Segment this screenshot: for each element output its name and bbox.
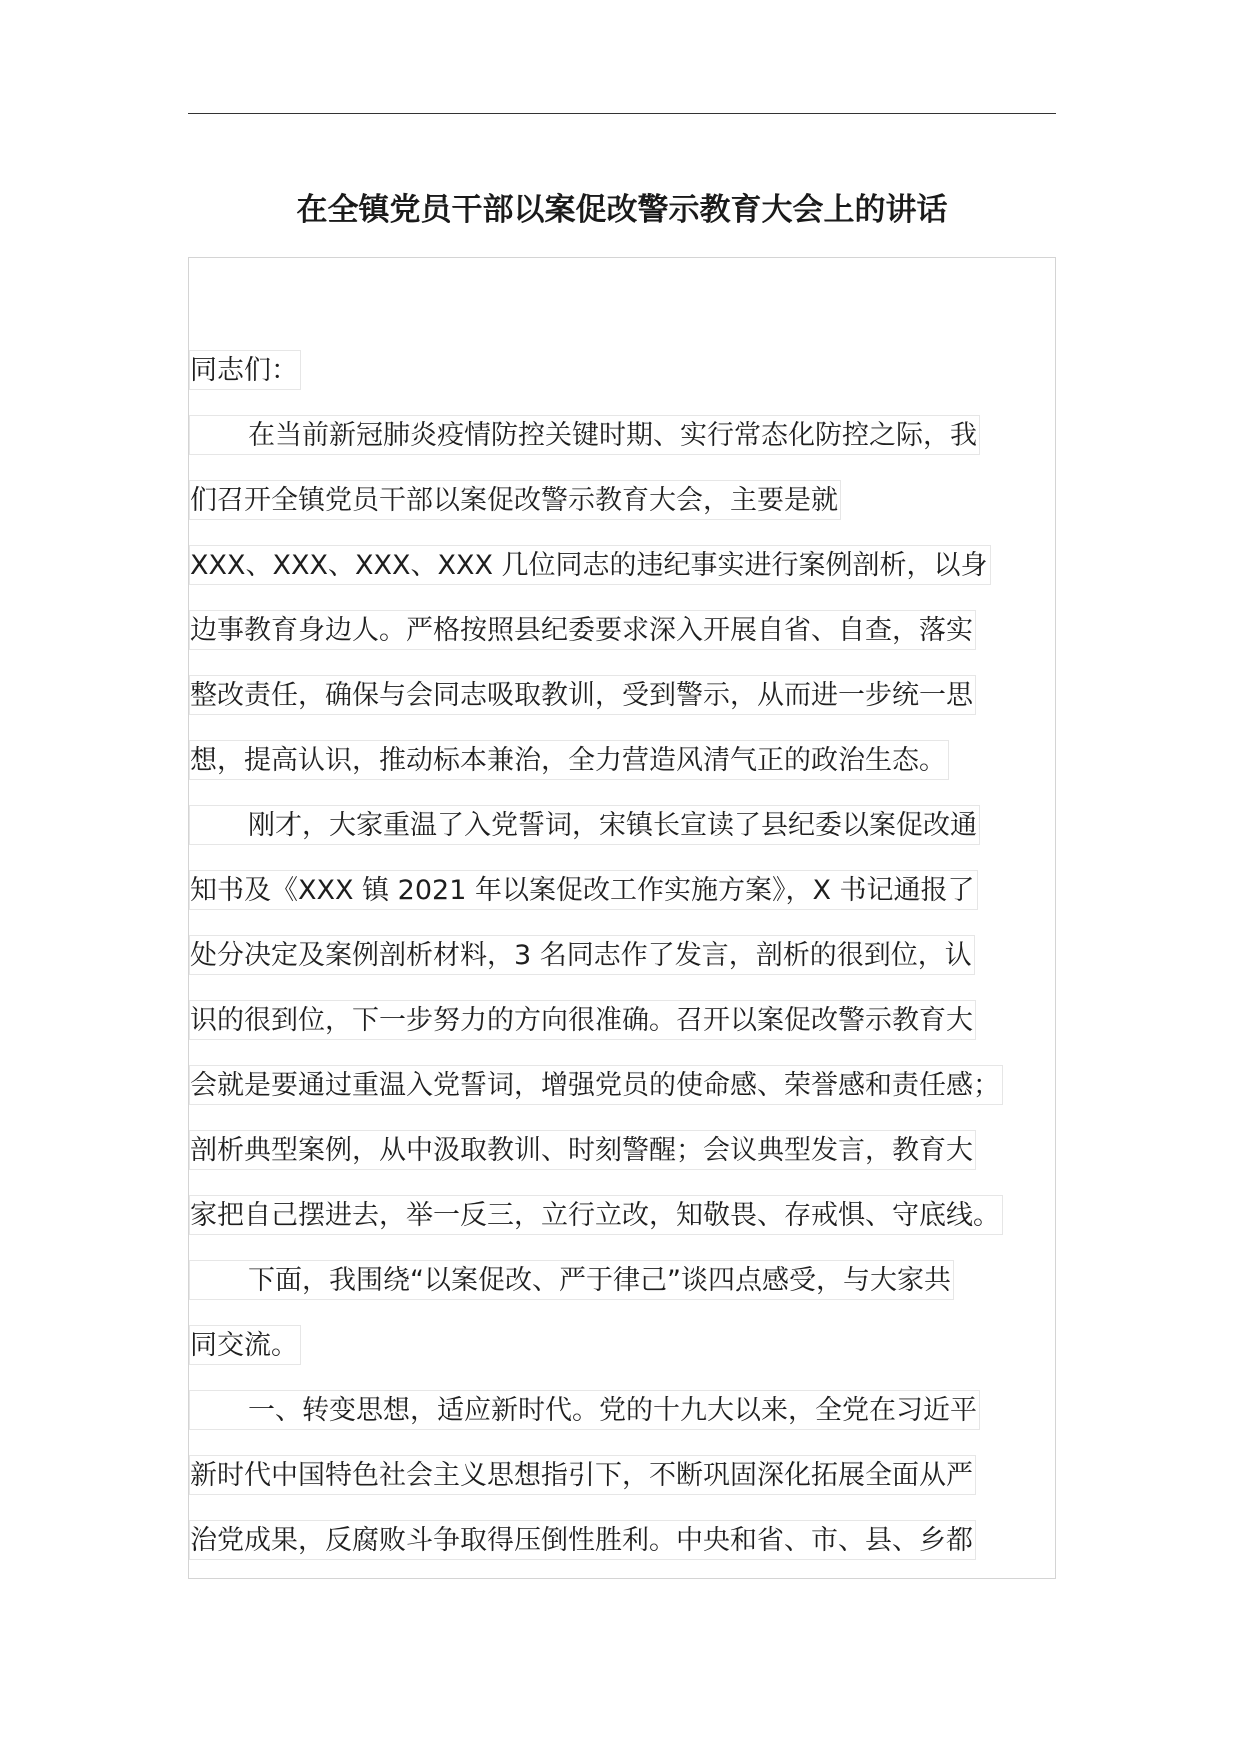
text-line: 处分决定及案例剖析材料，3 名同志作了发言，剖析的很到位，认 (189, 935, 975, 975)
document-title: 在全镇党员干部以案促改警示教育大会上的讲话 (296, 192, 948, 228)
text-line: 同交流。 (189, 1325, 301, 1365)
text-line: 剖析典型案例，从中汲取教训、时刻警醒；会议典型发言，教育大 (189, 1130, 976, 1170)
text-line: 想，提高认识，推动标本兼治，全力营造风清气正的政治生态。 (189, 740, 949, 780)
text-line: 知书及《XXX 镇 2021 年以案促改工作实施方案》，X 书记通报了 (189, 870, 978, 910)
text-line: 新时代中国特色社会主义思想指引下，不断巩固深化拓展全面从严 (189, 1455, 976, 1495)
text-line: 下面，我围绕“以案促改、严于律己”谈四点感受，与大家共 (189, 1260, 954, 1300)
text-line: 识的很到位，下一步努力的方向很准确。召开以案促改警示教育大 (189, 1000, 976, 1040)
text-line: 治党成果，反腐败斗争取得压倒性胜利。中央和省、市、县、乡都 (189, 1520, 976, 1560)
text-line: 会就是要通过重温入党誓词，增强党员的使命感、荣誉感和责任感； (189, 1065, 1003, 1105)
text-line: 们召开全镇党员干部以案促改警示教育大会，主要是就 (189, 480, 841, 520)
text-line: 家把自己摆进去，举一反三，立行立改，知敬畏、存戒惧、守底线。 (189, 1195, 1003, 1235)
header-rule (188, 113, 1056, 114)
text-line: 边事教育身边人。严格按照县纪委要求深入开展自省、自查，落实 (189, 610, 976, 650)
salutation-line: 同志们： (189, 350, 301, 390)
text-line: 在当前新冠肺炎疫情防控关键时期、实行常态化防控之际，我 (189, 415, 980, 455)
text-line: 一、转变思想，适应新时代。党的十九大以来，全党在习近平 (189, 1390, 980, 1430)
text-line: 整改责任，确保与会同志吸取教训，受到警示，从而进一步统一思 (189, 675, 976, 715)
text-line: XXX、XXX、XXX、XXX 几位同志的违纪事实进行案例剖析，以身 (189, 545, 991, 585)
text-line: 刚才，大家重温了入党誓词，宋镇长宣读了县纪委以案促改通 (189, 805, 980, 845)
